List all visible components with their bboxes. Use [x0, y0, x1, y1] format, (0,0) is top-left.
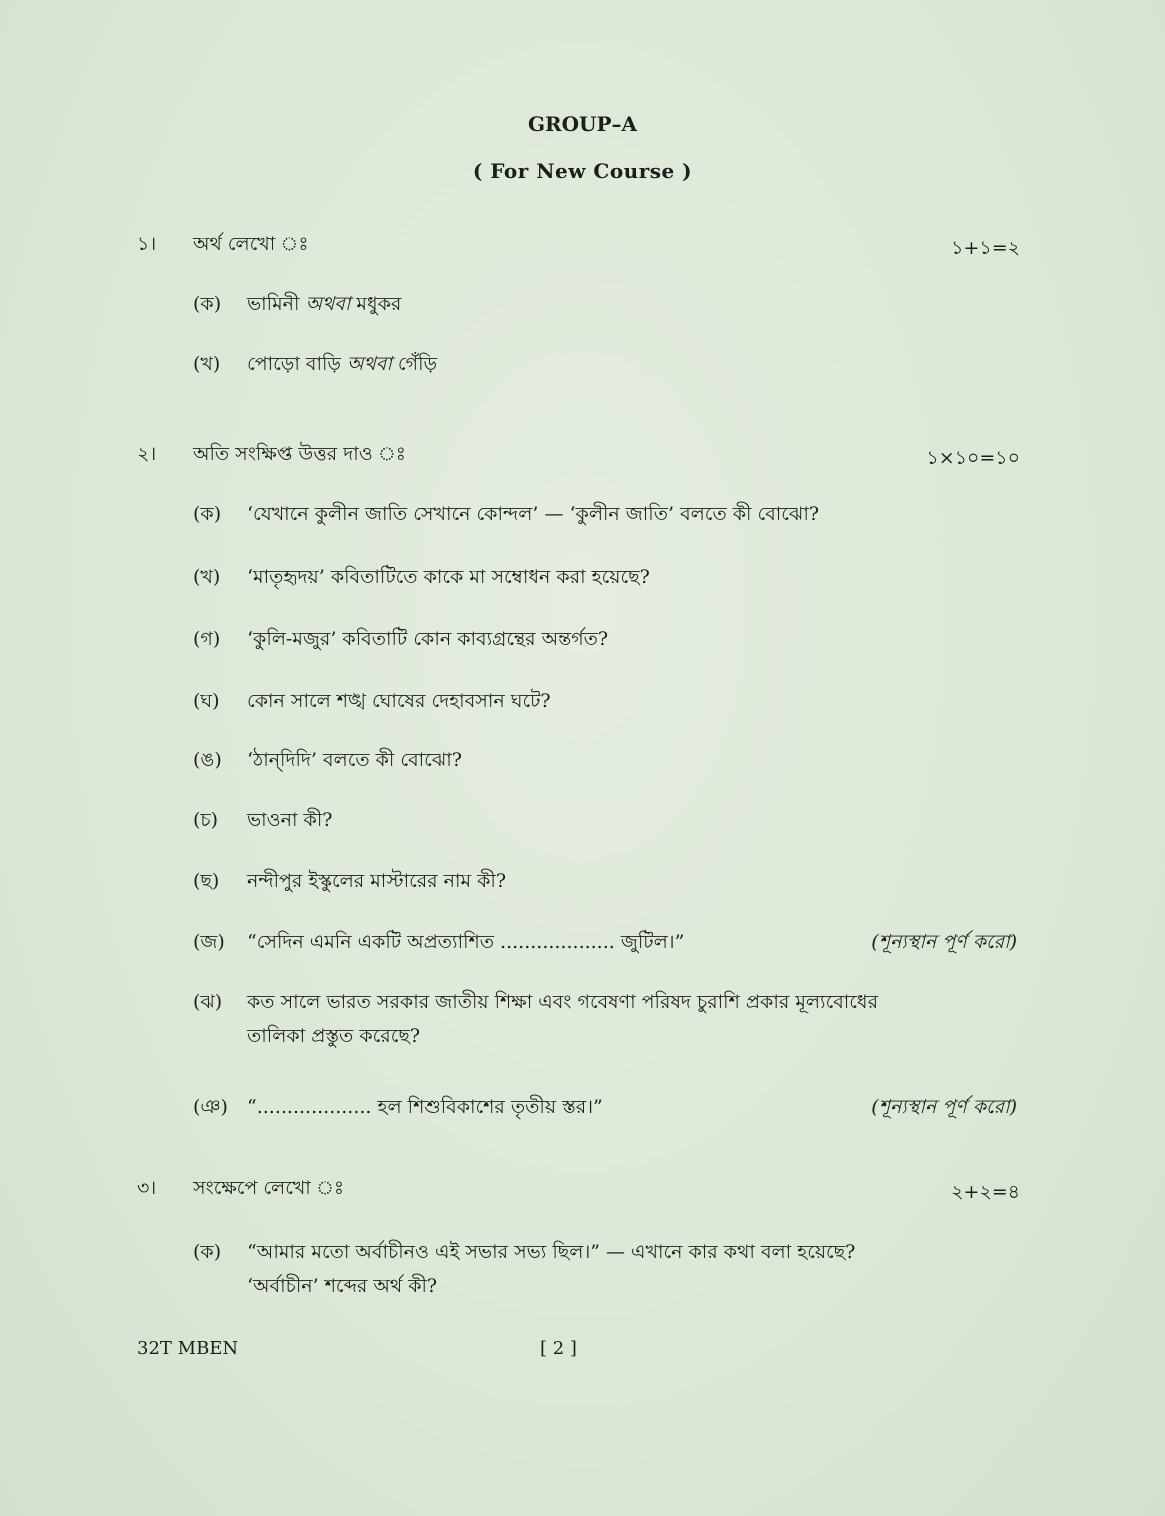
question-1b-part1: পোড়ো বাড়ি — [247, 353, 341, 375]
question-2h-label: (জ) — [193, 931, 225, 953]
question-3a-text-line1: “আমার মতো অর্বাচীনও এই সভার সভ্য ছিল।” — এখানে কার কথা বলা হয়েছে? — [247, 1241, 856, 1263]
question-2j-label: (ঞ) — [193, 1096, 228, 1118]
question-2g-text: নন্দীপুর ইস্কুলের মাস্টারের নাম কী? — [247, 870, 507, 892]
question-1b-part2: গেঁড়ি — [397, 353, 438, 375]
question-3a-label: (ক) — [193, 1241, 222, 1263]
question-2e-label: (ঙ) — [193, 749, 222, 771]
question-1a-or: অথবা — [305, 293, 351, 315]
question-2f-text: ভাওনা কী? — [247, 809, 333, 831]
question-1a-part2: মধুকর — [356, 293, 402, 315]
page-number: [ 2 ] — [540, 1338, 577, 1359]
group-title: GROUP–A — [527, 112, 638, 136]
question-2-number: ২। — [137, 443, 157, 465]
question-1-text: অর্থ লেখো ঃ — [193, 233, 309, 255]
question-3a-text-line2: ‘অর্বাচীন’ শব্দের অর্থ কী? — [247, 1275, 438, 1297]
question-3-number: ৩। — [137, 1177, 157, 1199]
question-1-marks: ১+১=২ — [951, 237, 1020, 259]
question-2b-label: (খ) — [193, 566, 221, 588]
question-1a-label: (ক) — [193, 293, 222, 315]
question-2h-instruction: (শূন্যস্থান পূর্ণ করো) — [871, 931, 1017, 953]
question-1a-part1: ভামিনী — [247, 293, 300, 315]
question-2e-text: ‘ঠান্‌দিদি’ বলতে কী বোঝো? — [247, 749, 462, 771]
question-2-marks: ১×১০=১০ — [926, 447, 1020, 469]
question-2j-instruction: (শূন্যস্থান পূর্ণ করো) — [871, 1096, 1017, 1118]
question-2a-text: ‘যেখানে কুলীন জাতি সেখানে কোন্দল’ — ‘কুলীন জাতি’ বলতে কী বোঝো? — [247, 503, 820, 525]
question-3-text: সংক্ষেপে লেখো ঃ — [193, 1177, 344, 1199]
question-2h-text: “সেদিন এমনি একটি অপ্রত্যাশিত ................... জুটিল।” — [247, 931, 685, 953]
question-2j-text: “................... হল শিশুবিকাশের তৃতীয় স্তর।” — [247, 1096, 603, 1118]
question-3-marks: ২+২=৪ — [951, 1181, 1020, 1203]
question-2a-label: (ক) — [193, 503, 222, 525]
question-1b-label: (খ) — [193, 353, 221, 375]
paper-code: 32T MBEN — [137, 1338, 239, 1359]
question-2d-text: কোন সালে শঙ্খ ঘোষের দেহাবসান ঘটে? — [247, 690, 551, 712]
question-2d-label: (ঘ) — [193, 690, 220, 712]
question-2g-label: (ছ) — [193, 870, 220, 892]
question-2b-text: ‘মাতৃহৃদয়’ কবিতাটিতে কাকে মা সম্বোধন করা হয়েছে? — [247, 566, 650, 588]
question-2c-text: ‘কুলি-মজুর’ কবিতাটি কোন কাব্যগ্রন্থের অন্তর্গত? — [247, 628, 609, 650]
course-title: ( For New Course ) — [472, 159, 693, 183]
question-2-text: অতি সংক্ষিপ্ত উত্তর দাও ঃ — [193, 443, 406, 465]
question-2i-text-line1: কত সালে ভারত সরকার জাতীয় শিক্ষা এবং গবেষণা পরিষদ চুরাশি প্রকার মূল্যবোধের — [247, 991, 879, 1013]
question-2f-label: (চ) — [193, 809, 219, 831]
question-1b-or: অথবা — [347, 353, 392, 375]
question-2i-label: (ঝ) — [193, 991, 223, 1013]
question-2i-text-line2: তালিকা প্রস্তুত করেছে? — [247, 1025, 421, 1047]
question-2c-label: (গ) — [193, 628, 221, 650]
question-1-number: ১। — [137, 233, 157, 255]
